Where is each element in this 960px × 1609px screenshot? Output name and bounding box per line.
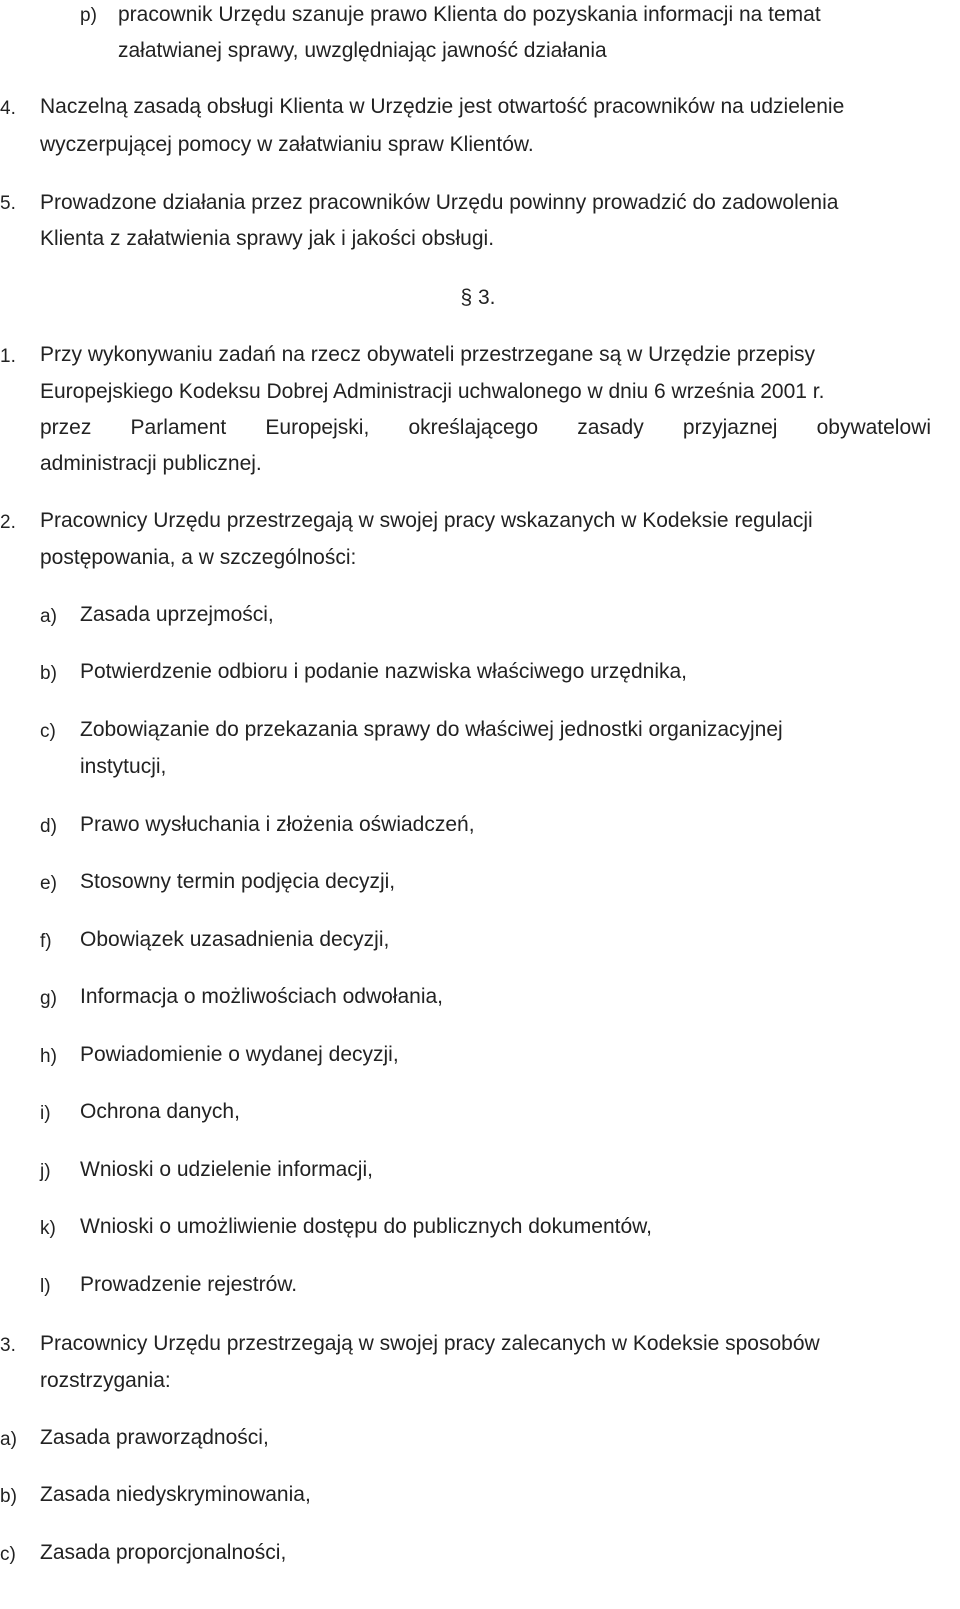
list-item-continuation: instytucji, [80,755,167,778]
paragraph-line: Klienta z załatwienia sprawy jak i jakości obsługi. [40,227,495,250]
list-item: Prawo wysłuchania i złożenia oświadczeń, [80,813,475,836]
list-item: Zasada praworządności, [40,1426,269,1449]
list-marker: c) [40,721,56,742]
list-item: Zasada uprzejmości, [80,603,274,626]
paragraph-number: 1. [0,346,16,367]
paragraph-line: wyczerpującej pomocy w załatwianiu spraw Klientów. [40,133,534,156]
list-item: Stosowny termin podjęcia decyzji, [80,870,396,893]
list-item: Wnioski o umożliwienie dostępu do publicznych dokumentów, [80,1215,652,1238]
list-marker: k) [40,1218,56,1239]
list-marker: c) [0,1544,16,1565]
paragraph-line: Prowadzone działania przez pracowników Urzędu powinny prowadzić do zadowolenia [40,191,839,214]
list-item: Powiadomienie o wydanej decyzji, [80,1043,399,1066]
list-item: Zasada niedyskryminowania, [40,1483,311,1506]
paragraph-line: rozstrzygania: [40,1369,171,1392]
list-item: Informacja o możliwościach odwołania, [80,985,443,1008]
paragraph-line: Pracownicy Urzędu przestrzegają w swojej pracy zalecanych w Kodeksie sposobów [40,1332,820,1355]
paragraph-line [118,0,931,30]
paragraph-line: załatwianej sprawy, uwzględniając jawność działania [118,39,607,62]
list-marker: a) [0,1429,17,1450]
paragraph-line: Europejskiego Kodeksu Dobrej Administracji uchwalonego w dniu 6 września 2001 r. [40,380,825,403]
list-item: Ochrona danych, [80,1100,240,1123]
section-heading: § 3. [460,286,496,309]
word: określającego [408,416,539,439]
list-marker: g) [40,988,57,1009]
word: przyjaznej [682,416,778,439]
list-marker: i) [40,1103,51,1124]
word: Europejski, [265,416,370,439]
word: Parlament [130,416,227,439]
paragraph-line: administracji publicznej. [40,452,262,475]
list-item: Zasada proporcjonalności, [40,1541,287,1564]
list-marker: h) [40,1046,57,1067]
paragraph-number: 4. [0,98,16,119]
list-marker: e) [40,873,57,894]
paragraph-line: Naczelną zasadą obsługi Klienta w Urzędzie jest otwartość pracowników na udzielenie [40,95,845,118]
list-item: Prowadzenie rejestrów. [80,1273,298,1296]
paragraph-line: Przy wykonywaniu zadań na rzecz obywateli przestrzegane są w Urzędzie przepisy [40,343,816,366]
list-marker: b) [40,663,57,684]
paragraph-number: 3. [0,1335,16,1356]
list-marker: b) [0,1486,17,1507]
list-marker: a) [40,606,57,627]
list-marker: d) [40,816,57,837]
list-marker: j) [40,1161,51,1182]
list-marker: p) [80,5,97,26]
paragraph-number: 2. [0,512,16,533]
paragraph-line: postępowania, a w szczególności: [40,546,357,569]
word: obywatelowi [816,416,931,439]
list-item: Zobowiązanie do przekazania sprawy do właściwej jednostki organizacyjnej [80,718,783,741]
word: przez [40,416,92,439]
list-marker: l) [40,1276,51,1297]
list-item: Potwierdzenie odbioru i podanie nazwiska właściwego urzędnika, [80,660,688,683]
list-marker: f) [40,931,52,952]
paragraph-line: Pracownicy Urzędu przestrzegają w swojej pracy wskazanych w Kodeksie regulacji [40,509,813,532]
list-item: Obowiązek uzasadnienia decyzji, [80,928,390,951]
list-item: Wnioski o udzielenie informacji, [80,1158,373,1181]
word: zasady [577,416,644,439]
line-text: pracownik Urzędu szanuje prawo Klienta do pozyskania informacji na temat [118,3,821,26]
justified-line [40,413,931,443]
paragraph-number: 5. [0,193,16,214]
